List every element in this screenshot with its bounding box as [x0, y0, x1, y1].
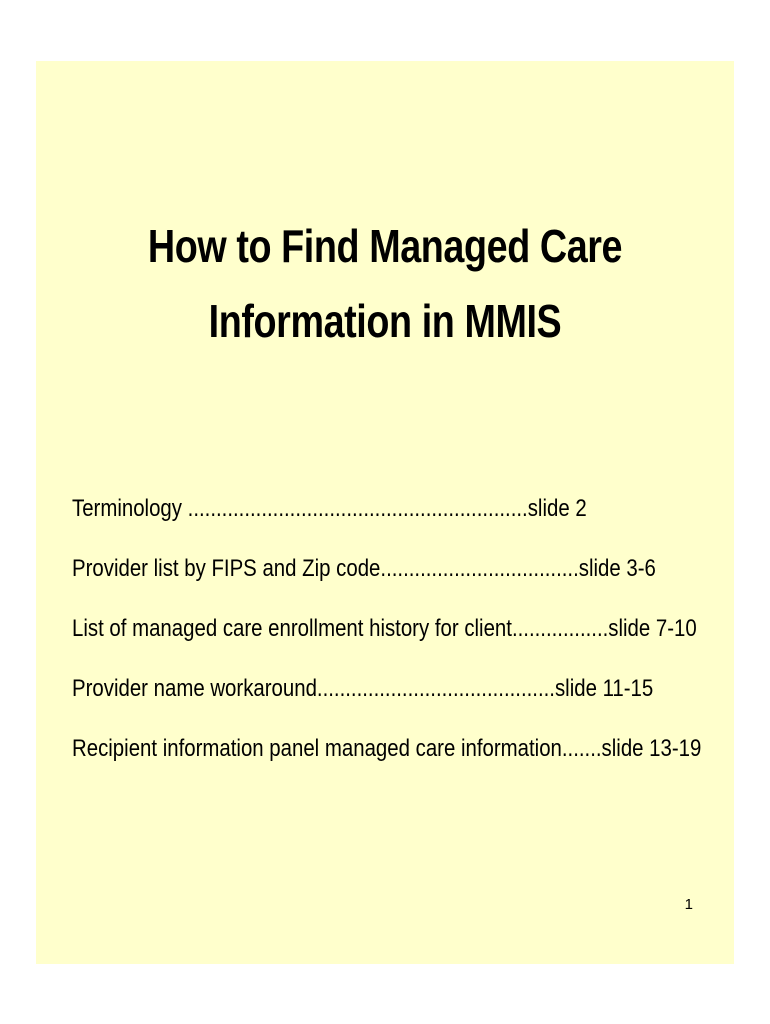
page-number: 1 [684, 896, 693, 913]
toc-item-provider-list: Provider list by FIPS and Zip code...................................slide 3-6 [72, 555, 656, 582]
toc-item-terminology: Terminology ............................................................slide 2 [72, 495, 587, 522]
slide-title-line-2: Information in MMIS [208, 295, 562, 347]
toc-item-enrollment-history: List of managed care enrollment history for client.................slide 7-10 [72, 615, 697, 642]
toc-item-provider-name-workaround: Provider name workaround..........................................slide 11-15 [72, 675, 654, 702]
slide-title [99, 209, 671, 359]
table-of-contents [72, 491, 770, 791]
slide-title-line-1: How to Find Managed Care [147, 220, 623, 272]
toc-item-recipient-info-panel: Recipient information panel managed care information.......slide 13-19 [72, 735, 702, 762]
slide [36, 61, 734, 964]
